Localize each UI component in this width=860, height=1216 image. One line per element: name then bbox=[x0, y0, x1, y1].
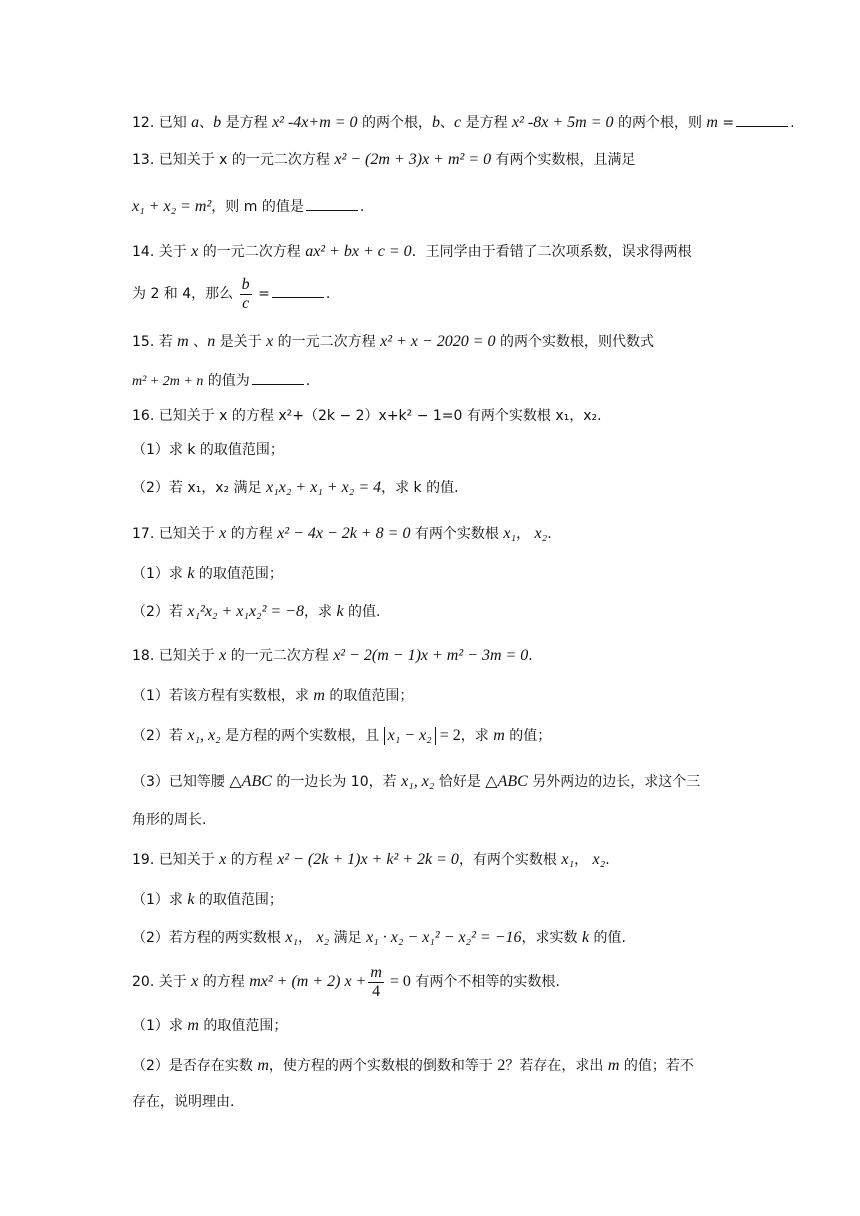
q20-var: m bbox=[187, 1017, 199, 1034]
q14-equation: ax² + bx + c = 0 bbox=[305, 243, 412, 260]
q17-text: （1）求 bbox=[132, 566, 188, 582]
q19-var: x bbox=[219, 851, 227, 868]
q19-part-1 bbox=[132, 890, 742, 910]
q20-line-1 bbox=[132, 962, 742, 1002]
q19-var: x₁ bbox=[285, 929, 299, 946]
q12-text: 、 bbox=[199, 115, 214, 131]
q13-condition: x₁ + x₂ = m² bbox=[132, 198, 212, 215]
q17-text: （2）若 bbox=[132, 604, 188, 620]
q15-var: n bbox=[207, 333, 216, 350]
answer-blank[interactable] bbox=[736, 112, 788, 127]
q18-text: 的一边长为 10，若 bbox=[271, 774, 402, 790]
q17-text: ，求 bbox=[304, 604, 337, 620]
q13-line-1 bbox=[132, 150, 742, 170]
q18-var: m bbox=[493, 727, 505, 744]
q19-text: . bbox=[605, 852, 610, 868]
q17-text: 的值. bbox=[343, 604, 381, 620]
q18-text: ，求 bbox=[460, 728, 494, 744]
q20-var: x bbox=[191, 973, 199, 990]
q19-line-1 bbox=[132, 850, 742, 870]
q17-part-1 bbox=[132, 564, 742, 584]
q15-var: m bbox=[177, 333, 189, 350]
q17-condition: x₁²x₂ + x₁x₂² = −8 bbox=[187, 603, 304, 620]
q18-abs-value: x₁ − x₂ bbox=[384, 727, 436, 745]
q18-text: 是方程的两个实数根，且 bbox=[220, 728, 384, 744]
q20-part-1 bbox=[132, 1016, 742, 1036]
q16-text: 16. 已知关于 x 的方程 x²+（2k − 2）x+k² − 1=0 有两个实数根 x₁，x₂. bbox=[132, 408, 602, 424]
answer-blank[interactable] bbox=[272, 283, 324, 298]
q14-text: = bbox=[253, 286, 270, 302]
q13-line-2 bbox=[132, 196, 742, 217]
q16-text: ，求 k 的值. bbox=[381, 480, 459, 496]
q18-triangle: △ABC bbox=[229, 773, 272, 790]
q12-text: 的两个根，则 bbox=[613, 115, 707, 131]
q20-number: 2 bbox=[497, 1057, 506, 1074]
q18-text: 另外两边的边长，求这个三 bbox=[527, 774, 701, 790]
q14-var: x bbox=[191, 243, 199, 260]
q18-text: 的取值范围； bbox=[324, 688, 414, 704]
q19-text: ，有两个实数根 bbox=[458, 852, 562, 868]
q15-expression: m² + 2m + n bbox=[132, 374, 204, 389]
q17-text: 的方程 bbox=[226, 526, 278, 542]
q20-equation: mx² + (m + 2) x + bbox=[249, 973, 367, 990]
q14-line-2 bbox=[132, 274, 742, 314]
q12-text: 12. 已知 bbox=[132, 115, 192, 131]
q17-line-1 bbox=[132, 524, 742, 544]
q15-line-2 bbox=[132, 370, 742, 392]
q20-fraction bbox=[368, 964, 384, 1001]
q15-text: 的值为 bbox=[203, 373, 250, 389]
q20-text: 的取值范围； bbox=[198, 1018, 288, 1034]
q18-text: 的一元二次方程 bbox=[226, 648, 334, 664]
q12-line bbox=[132, 112, 795, 133]
q15-text: 的两个实数根，则代数式 bbox=[495, 334, 654, 350]
q18-text: （1）若该方程有实数根，求 bbox=[132, 688, 314, 704]
answer-blank[interactable] bbox=[252, 370, 304, 385]
q15-line-1 bbox=[132, 332, 742, 352]
q19-text: 满足 bbox=[329, 930, 367, 946]
q14-text: 的一元二次方程 bbox=[198, 244, 306, 260]
q15-text: 15. 若 bbox=[132, 334, 178, 350]
q18-text: （2）若 bbox=[132, 728, 188, 744]
fraction-numerator: b bbox=[241, 275, 250, 293]
q17-text: 17. 已知关于 bbox=[132, 526, 220, 542]
q13-text: 有两个实数根，且满足 bbox=[491, 152, 636, 168]
q12-text: = bbox=[717, 115, 735, 131]
q20-text: （1）求 bbox=[132, 1018, 188, 1034]
q12-text: . bbox=[790, 115, 795, 131]
q18-part-3-cont bbox=[132, 810, 742, 830]
q12-var: b bbox=[432, 114, 441, 131]
q19-text: 的值. bbox=[589, 930, 626, 946]
q19-var: k bbox=[581, 929, 590, 946]
q18-text: 角形的周长. bbox=[132, 812, 207, 828]
q18-equation: x² − 2(m − 1)x + m² − 3m = 0 bbox=[333, 647, 529, 664]
q17-text: 有两个实数根 bbox=[410, 526, 504, 542]
q19-text: 的取值范围； bbox=[194, 892, 283, 908]
q14-text: . bbox=[325, 286, 331, 302]
fraction-numerator: m bbox=[370, 963, 382, 981]
q20-text: 的值；若不 bbox=[619, 1058, 694, 1074]
q15-text: . bbox=[305, 373, 311, 389]
q18-condition: = 2 bbox=[435, 727, 461, 744]
q13-equation: x² − (2m + 3)x + m² = 0 bbox=[334, 151, 492, 168]
q17-var: x bbox=[219, 525, 227, 542]
q15-text: 是关于 bbox=[215, 334, 267, 350]
q19-text: （1）求 bbox=[132, 892, 188, 908]
q12-equation-2: x² -8x + 5m = 0 bbox=[512, 114, 614, 131]
q18-text: （3）已知等腰 bbox=[132, 774, 230, 790]
q14-text: 为 2 和 4，那么 bbox=[132, 286, 238, 302]
q15-text: 的一元二次方程 bbox=[273, 334, 381, 350]
q13-text: 13. 已知关于 x 的一元二次方程 bbox=[132, 152, 335, 168]
q19-var: x₂ bbox=[316, 929, 330, 946]
q16-line-1 bbox=[132, 406, 742, 426]
q14-text: ．王同学由于看错了二次项系数，误求得两根 bbox=[411, 244, 692, 260]
q12-text: 是方程 bbox=[461, 115, 513, 131]
q13-text: . bbox=[359, 199, 365, 215]
q20-text: ，使方程的两个实数根的倒数和等于 bbox=[268, 1058, 498, 1074]
q12-equation-1: x² -4x+m = 0 bbox=[272, 114, 358, 131]
q17-var: x₁ bbox=[503, 525, 517, 542]
q14-fraction bbox=[240, 276, 252, 313]
q20-text: 存在，说明理由. bbox=[132, 1094, 235, 1110]
q19-text: 19. 已知关于 bbox=[132, 852, 220, 868]
q16-part-1 bbox=[132, 440, 742, 460]
q18-var: m bbox=[313, 687, 325, 704]
q19-part-2 bbox=[132, 928, 742, 948]
q12-var: b bbox=[213, 114, 222, 131]
q20-var: m bbox=[607, 1057, 620, 1074]
q19-text: （2）若方程的两实数根 bbox=[132, 930, 286, 946]
q19-var: x₂ bbox=[592, 851, 606, 868]
q19-var: k bbox=[187, 891, 195, 908]
q18-part-3 bbox=[132, 772, 742, 792]
q17-text: . bbox=[547, 526, 552, 542]
q16-text: （2）若 x₁，x₂ 满足 bbox=[132, 480, 267, 496]
q19-condition: x₁ · x₂ − x₁² − x₂² = −16 bbox=[366, 929, 522, 946]
q14-text: 14. 关于 bbox=[132, 244, 192, 260]
q14-line-1 bbox=[132, 242, 742, 262]
q19-text: ， bbox=[574, 852, 593, 868]
fraction-denominator: c bbox=[242, 294, 250, 312]
q18-triangle: △ABC bbox=[485, 773, 528, 790]
q12-var: a bbox=[191, 114, 200, 131]
q18-text: 18. 已知关于 bbox=[132, 648, 220, 664]
q18-part-1 bbox=[132, 686, 742, 706]
q20-text: ？若存在，求出 bbox=[505, 1058, 608, 1074]
answer-blank[interactable] bbox=[306, 196, 358, 211]
q20-part-2-cont bbox=[132, 1092, 742, 1112]
q17-text: 的取值范围； bbox=[194, 566, 283, 582]
q13-text: ，则 m 的值是 bbox=[211, 199, 304, 215]
q18-text: . bbox=[528, 648, 533, 664]
q12-var: c bbox=[454, 114, 462, 131]
q15-var: x bbox=[266, 333, 274, 350]
q18-text: 的值； bbox=[504, 728, 552, 744]
q17-equation: x² − 4x − 2k + 8 = 0 bbox=[277, 525, 411, 542]
q18-line-1 bbox=[132, 646, 742, 666]
q18-text: 恰好是 bbox=[434, 774, 486, 790]
q20-text: 20. 关于 bbox=[132, 974, 192, 990]
q16-part-2 bbox=[132, 478, 742, 498]
q17-text: ， bbox=[516, 526, 535, 542]
fraction-denominator: 4 bbox=[372, 982, 381, 1000]
q18-roots: x₁, x₂ bbox=[187, 727, 221, 744]
q18-part-2 bbox=[132, 726, 742, 746]
q17-var: k bbox=[187, 565, 195, 582]
q15-equation: x² + x − 2020 = 0 bbox=[380, 333, 496, 350]
q20-equation: = 0 bbox=[385, 973, 411, 990]
q20-text: （2）是否存在实数 bbox=[132, 1058, 258, 1074]
q17-var: k bbox=[336, 603, 344, 620]
q12-var: m bbox=[706, 114, 718, 131]
q17-part-2 bbox=[132, 602, 742, 622]
q16-condition: x₁x₂ + x₁ + x₂ = 4 bbox=[266, 479, 382, 496]
q19-equation: x² − (2k + 1)x + k² + 2k = 0 bbox=[277, 851, 459, 868]
q12-text: 的两个根， bbox=[357, 115, 433, 131]
q19-text: ，求实数 bbox=[521, 930, 582, 946]
q20-var: m bbox=[257, 1057, 269, 1074]
q12-text: 是方程 bbox=[221, 115, 273, 131]
q19-var: x₁ bbox=[561, 851, 575, 868]
q18-var: x bbox=[219, 647, 227, 664]
q20-part-2 bbox=[132, 1056, 742, 1076]
q16-text: （1）求 k 的取值范围； bbox=[132, 442, 284, 458]
q19-text: ， bbox=[298, 930, 317, 946]
q15-text: 、 bbox=[188, 334, 208, 350]
q17-var: x₂ bbox=[534, 525, 548, 542]
q18-roots: x₁, x₂ bbox=[401, 773, 435, 790]
q12-text: 、 bbox=[440, 115, 455, 131]
q20-text: 的方程 bbox=[198, 974, 250, 990]
q20-text: 有两个不相等的实数根. bbox=[410, 974, 560, 990]
q19-text: 的方程 bbox=[226, 852, 278, 868]
